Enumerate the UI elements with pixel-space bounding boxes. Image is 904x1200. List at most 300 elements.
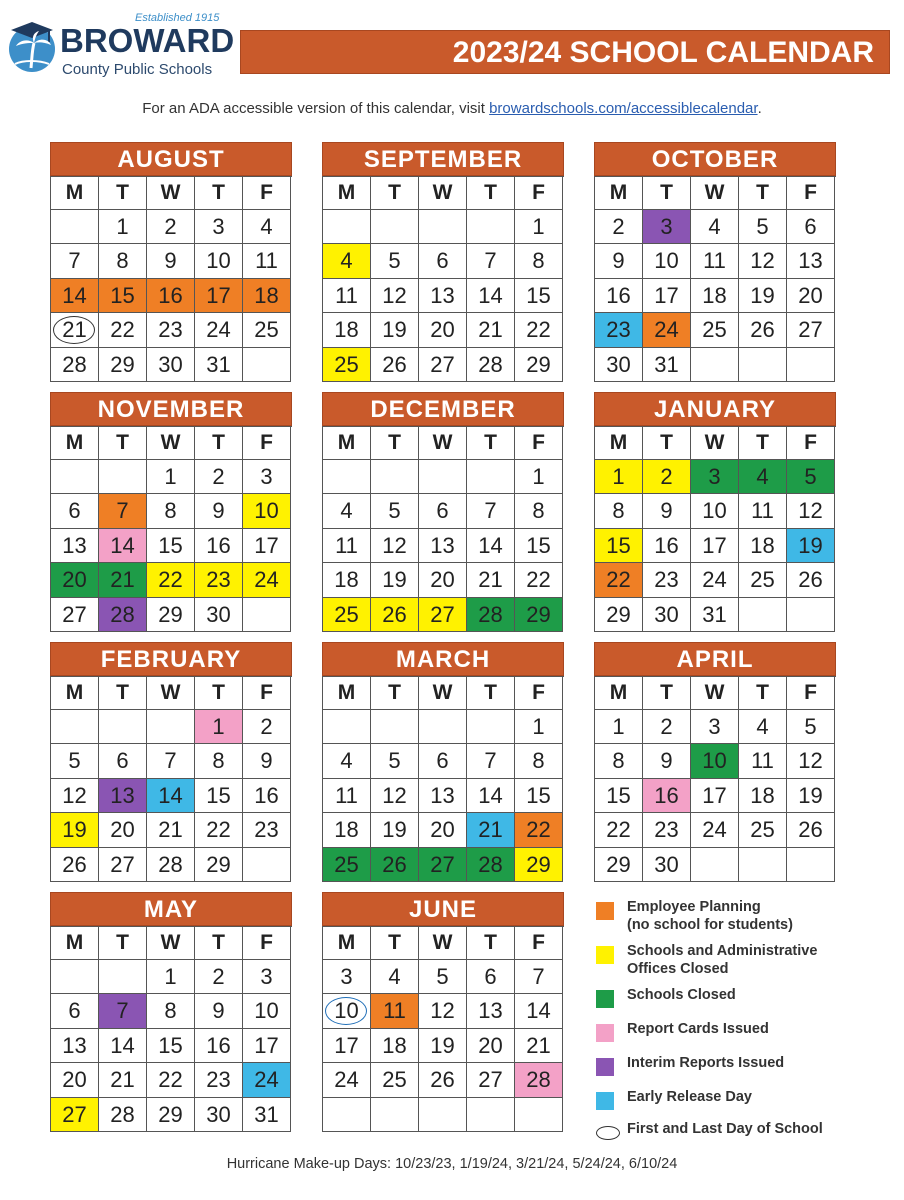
day-number: 26: [382, 851, 407, 877]
day-cell: [787, 744, 835, 778]
day-cell: [515, 210, 563, 244]
week-row: [323, 598, 564, 632]
day-number: 4: [708, 214, 721, 239]
week-row: [323, 529, 564, 563]
week-row: [595, 813, 836, 847]
day-number: 24: [702, 567, 727, 593]
day-cell: [739, 494, 787, 528]
day-number: 3: [708, 464, 721, 489]
day-number: 8: [164, 998, 177, 1024]
week-row: [595, 848, 836, 882]
day-cell: [515, 710, 563, 744]
day-cell: [147, 210, 195, 244]
empty-day-cell: [419, 710, 467, 744]
week-row: [51, 813, 292, 847]
empty-day-cell: [51, 960, 99, 994]
day-number: 9: [164, 248, 177, 274]
day-cell: [691, 279, 739, 313]
day-number: 12: [382, 532, 407, 558]
day-number: 1: [116, 214, 129, 239]
month-title: OCTOBER: [594, 142, 836, 176]
day-cell: [195, 813, 243, 847]
day-number: 29: [526, 601, 551, 627]
day-number: 23: [606, 317, 631, 343]
day-number: 22: [158, 567, 183, 593]
day-cell: [467, 563, 515, 597]
day-cell: [195, 744, 243, 778]
day-number: 23: [654, 817, 679, 843]
weekday-label: T: [467, 927, 515, 960]
oval-swatch-icon: [596, 1126, 620, 1140]
weekday-label: T: [371, 427, 419, 460]
day-cell: [467, 744, 515, 778]
day-cell: [371, 494, 419, 528]
day-number: 2: [164, 214, 177, 239]
week-row: [51, 744, 292, 778]
week-row: [595, 529, 836, 563]
day-number: 1: [532, 214, 545, 239]
month-june: [322, 892, 564, 1132]
day-cell: [467, 1063, 515, 1097]
week-row: [323, 1029, 564, 1063]
day-cell: [787, 313, 835, 347]
day-cell: [371, 279, 419, 313]
weekday-label: T: [643, 427, 691, 460]
day-number: 24: [334, 1067, 359, 1093]
legend-label: [627, 942, 817, 978]
day-cell: [195, 348, 243, 382]
day-number: 10: [702, 748, 727, 774]
day-cell: [195, 244, 243, 278]
day-cell: [51, 244, 99, 278]
day-number: 7: [164, 748, 177, 774]
day-cell: [467, 848, 515, 882]
day-number: 18: [702, 282, 727, 308]
day-number: 4: [340, 498, 353, 524]
day-cell: [371, 744, 419, 778]
week-row: [323, 348, 564, 382]
accessible-calendar-link[interactable]: browardschools.com/accessiblecalendar: [489, 100, 758, 117]
day-number: 11: [335, 782, 358, 808]
weekday-header-row: [323, 427, 564, 460]
week-row: [595, 460, 836, 494]
day-number: 5: [388, 498, 401, 524]
day-number: 5: [388, 248, 401, 274]
weekday-label: T: [467, 427, 515, 460]
day-cell: [515, 744, 563, 778]
day-cell: [739, 279, 787, 313]
day-number: 21: [478, 317, 503, 343]
day-cell: [419, 494, 467, 528]
weekday-label: T: [467, 677, 515, 710]
day-cell: [195, 494, 243, 528]
day-number: 17: [334, 1032, 359, 1058]
day-cell: [51, 348, 99, 382]
week-row: [323, 710, 564, 744]
day-cell: [787, 210, 835, 244]
empty-day-cell: [243, 598, 291, 632]
day-number: 20: [430, 817, 455, 843]
day-number: 17: [254, 1032, 279, 1058]
day-number: 16: [654, 532, 679, 558]
day-cell: [467, 994, 515, 1028]
day-cell: [467, 279, 515, 313]
day-cell: [51, 779, 99, 813]
day-cell: [323, 960, 371, 994]
week-row: [51, 494, 292, 528]
day-number: 5: [804, 714, 817, 739]
day-cell: [243, 1063, 291, 1097]
day-number: 31: [654, 351, 679, 377]
day-cell: [515, 494, 563, 528]
day-number: 28: [62, 351, 87, 377]
day-cell: [419, 994, 467, 1028]
day-number: 19: [382, 817, 407, 843]
day-number: 17: [206, 282, 231, 308]
day-number: 27: [62, 1101, 87, 1127]
day-number: 2: [212, 964, 225, 989]
month-grid: [594, 676, 836, 882]
month-title: JUNE: [322, 892, 564, 926]
day-number: 11: [703, 248, 726, 274]
day-number: 24: [654, 317, 679, 343]
day-cell: [419, 598, 467, 632]
day-cell: [643, 494, 691, 528]
week-row: [323, 244, 564, 278]
day-cell: [99, 1098, 147, 1132]
day-number: 12: [62, 782, 87, 808]
day-cell: [419, 563, 467, 597]
weekday-label: T: [99, 177, 147, 210]
day-cell: [643, 529, 691, 563]
day-number: 16: [206, 1032, 231, 1058]
day-cell: [595, 529, 643, 563]
weekday-header-row: [323, 677, 564, 710]
day-number: 4: [340, 248, 353, 274]
day-cell: [323, 529, 371, 563]
day-number: 21: [478, 817, 503, 843]
day-number: 6: [436, 498, 449, 524]
week-row: [51, 1063, 292, 1097]
day-cell: [691, 813, 739, 847]
weekday-label: M: [323, 677, 371, 710]
empty-day-cell: [739, 598, 787, 632]
legend-label-line: Employee Planning: [627, 899, 761, 915]
day-number: 29: [206, 851, 231, 877]
day-number: 4: [756, 464, 769, 489]
district-name: BROWARD: [60, 22, 235, 59]
month-grid: [50, 426, 292, 632]
empty-day-cell: [323, 710, 371, 744]
day-number: 22: [526, 317, 551, 343]
weekday-label: M: [51, 177, 99, 210]
empty-day-cell: [419, 1098, 467, 1132]
day-cell: [99, 598, 147, 632]
empty-day-cell: [51, 460, 99, 494]
day-cell: [419, 244, 467, 278]
weekday-label: M: [323, 427, 371, 460]
month-grid: [50, 676, 292, 882]
week-row: [323, 1098, 564, 1132]
weekday-label: M: [595, 177, 643, 210]
day-number: 6: [484, 964, 497, 989]
day-number: 26: [750, 317, 775, 343]
day-number: 23: [206, 1067, 231, 1093]
day-cell: [243, 813, 291, 847]
day-cell: [467, 244, 515, 278]
day-cell: [787, 494, 835, 528]
day-number: 22: [526, 817, 551, 843]
day-cell: [643, 348, 691, 382]
weekday-header-row: [51, 427, 292, 460]
day-cell: [691, 598, 739, 632]
day-number: 18: [750, 782, 775, 808]
color-swatch: [596, 946, 614, 964]
day-cell: [323, 244, 371, 278]
day-number: 13: [478, 998, 503, 1024]
day-cell: [371, 348, 419, 382]
empty-day-cell: [787, 848, 835, 882]
day-number: 19: [62, 817, 87, 843]
day-number: 9: [212, 998, 225, 1024]
weekday-label: F: [243, 927, 291, 960]
month-grid: [322, 676, 564, 882]
day-cell: [147, 994, 195, 1028]
weekday-label: M: [51, 427, 99, 460]
day-number: 12: [430, 998, 455, 1024]
day-number: 26: [798, 567, 823, 593]
legend-label-line: Early Release Day: [627, 1089, 752, 1105]
weekday-label: F: [787, 177, 835, 210]
weekday-label: M: [595, 677, 643, 710]
day-number: 15: [206, 782, 231, 808]
day-cell: [739, 813, 787, 847]
empty-day-cell: [739, 348, 787, 382]
day-number: 9: [260, 748, 273, 774]
week-row: [323, 960, 564, 994]
day-number: 19: [798, 532, 823, 558]
day-cell: [147, 813, 195, 847]
week-row: [323, 779, 564, 813]
day-cell: [323, 994, 371, 1028]
day-cell: [51, 529, 99, 563]
day-number: 20: [110, 817, 135, 843]
week-row: [51, 210, 292, 244]
day-cell: [51, 313, 99, 347]
weekday-label: M: [51, 927, 99, 960]
day-cell: [515, 313, 563, 347]
day-number: 21: [62, 317, 87, 343]
day-cell: [371, 1063, 419, 1097]
day-number: 11: [751, 748, 774, 774]
day-number: 20: [478, 1032, 503, 1058]
day-cell: [243, 994, 291, 1028]
day-number: 14: [158, 782, 183, 808]
weekday-label: M: [595, 427, 643, 460]
day-number: 20: [62, 567, 87, 593]
weekday-label: F: [515, 177, 563, 210]
day-cell: [515, 813, 563, 847]
day-cell: [147, 779, 195, 813]
day-number: 16: [158, 282, 183, 308]
day-cell: [243, 710, 291, 744]
day-cell: [787, 279, 835, 313]
day-number: 22: [526, 567, 551, 593]
day-number: 26: [382, 351, 407, 377]
day-cell: [323, 348, 371, 382]
week-row: [323, 994, 564, 1028]
day-number: 31: [206, 351, 231, 377]
week-row: [51, 994, 292, 1028]
day-cell: [51, 848, 99, 882]
month-title: JANUARY: [594, 392, 836, 426]
week-row: [51, 279, 292, 313]
day-cell: [51, 1098, 99, 1132]
day-number: 14: [62, 282, 87, 308]
weekday-label: T: [739, 677, 787, 710]
day-number: 5: [68, 748, 81, 774]
day-number: 11: [383, 998, 406, 1024]
week-row: [323, 313, 564, 347]
day-cell: [643, 710, 691, 744]
day-cell: [595, 848, 643, 882]
weekday-label: W: [147, 177, 195, 210]
day-cell: [99, 813, 147, 847]
day-number: 24: [702, 817, 727, 843]
day-number: 20: [430, 317, 455, 343]
weekday-label: W: [419, 177, 467, 210]
day-cell: [467, 313, 515, 347]
empty-day-cell: [739, 848, 787, 882]
day-cell: [787, 710, 835, 744]
day-cell: [195, 1063, 243, 1097]
day-cell: [595, 494, 643, 528]
day-cell: [147, 529, 195, 563]
day-number: 23: [654, 567, 679, 593]
weekday-label: M: [51, 677, 99, 710]
empty-day-cell: [787, 598, 835, 632]
empty-day-cell: [323, 460, 371, 494]
day-number: 22: [606, 817, 631, 843]
day-number: 9: [212, 498, 225, 524]
day-number: 30: [654, 851, 679, 877]
month-grid: [594, 426, 836, 632]
day-number: 22: [206, 817, 231, 843]
day-number: 15: [158, 1032, 183, 1058]
day-number: 12: [798, 748, 823, 774]
day-cell: [243, 960, 291, 994]
day-number: 19: [798, 782, 823, 808]
day-cell: [419, 744, 467, 778]
day-cell: [323, 563, 371, 597]
day-cell: [243, 529, 291, 563]
month-title: FEBRUARY: [50, 642, 292, 676]
week-row: [51, 1098, 292, 1132]
calendar-title: 2023/24 SCHOOL CALENDAR: [240, 30, 890, 74]
empty-day-cell: [787, 348, 835, 382]
day-cell: [147, 1029, 195, 1063]
week-row: [595, 598, 836, 632]
day-number: 23: [206, 567, 231, 593]
empty-day-cell: [243, 348, 291, 382]
day-number: 13: [430, 532, 455, 558]
month-title: SEPTEMBER: [322, 142, 564, 176]
day-number: 15: [526, 532, 551, 558]
day-number: 6: [436, 748, 449, 774]
day-cell: [99, 779, 147, 813]
weekday-label: T: [195, 677, 243, 710]
day-cell: [419, 1063, 467, 1097]
weekday-header-row: [595, 177, 836, 210]
day-number: 14: [478, 282, 503, 308]
day-number: 16: [254, 782, 279, 808]
day-number: 9: [660, 498, 673, 524]
day-cell: [419, 279, 467, 313]
day-cell: [195, 994, 243, 1028]
day-number: 29: [606, 851, 631, 877]
week-row: [51, 244, 292, 278]
day-cell: [419, 960, 467, 994]
day-cell: [467, 813, 515, 847]
week-row: [51, 348, 292, 382]
week-row: [595, 348, 836, 382]
day-cell: [99, 994, 147, 1028]
day-number: 23: [254, 817, 279, 843]
day-number: 8: [532, 498, 545, 524]
day-cell: [595, 244, 643, 278]
day-cell: [147, 848, 195, 882]
day-cell: [371, 813, 419, 847]
day-number: 8: [532, 248, 545, 274]
day-number: 28: [526, 1067, 551, 1093]
weekday-label: F: [787, 677, 835, 710]
legend-label-line: Interim Reports Issued: [627, 1055, 785, 1071]
day-number: 27: [430, 851, 455, 877]
day-cell: [147, 279, 195, 313]
day-cell: [147, 563, 195, 597]
day-number: 18: [334, 817, 359, 843]
week-row: [595, 244, 836, 278]
weekday-label: T: [195, 427, 243, 460]
day-cell: [147, 460, 195, 494]
day-cell: [243, 460, 291, 494]
empty-day-cell: [371, 210, 419, 244]
day-number: 9: [612, 248, 625, 274]
day-cell: [99, 348, 147, 382]
day-cell: [691, 313, 739, 347]
day-number: 7: [532, 964, 545, 989]
day-cell: [243, 313, 291, 347]
day-cell: [195, 460, 243, 494]
day-cell: [739, 563, 787, 597]
day-cell: [691, 460, 739, 494]
day-cell: [787, 529, 835, 563]
day-number: 26: [382, 601, 407, 627]
color-swatch: [596, 1024, 614, 1042]
day-number: 21: [110, 567, 135, 593]
day-cell: [595, 279, 643, 313]
day-number: 13: [62, 1032, 87, 1058]
day-cell: [323, 779, 371, 813]
day-number: 14: [478, 782, 503, 808]
day-cell: [787, 779, 835, 813]
day-number: 30: [606, 351, 631, 377]
day-cell: [99, 210, 147, 244]
day-number: 15: [110, 282, 135, 308]
week-row: [595, 744, 836, 778]
empty-day-cell: [467, 460, 515, 494]
day-cell: [99, 744, 147, 778]
